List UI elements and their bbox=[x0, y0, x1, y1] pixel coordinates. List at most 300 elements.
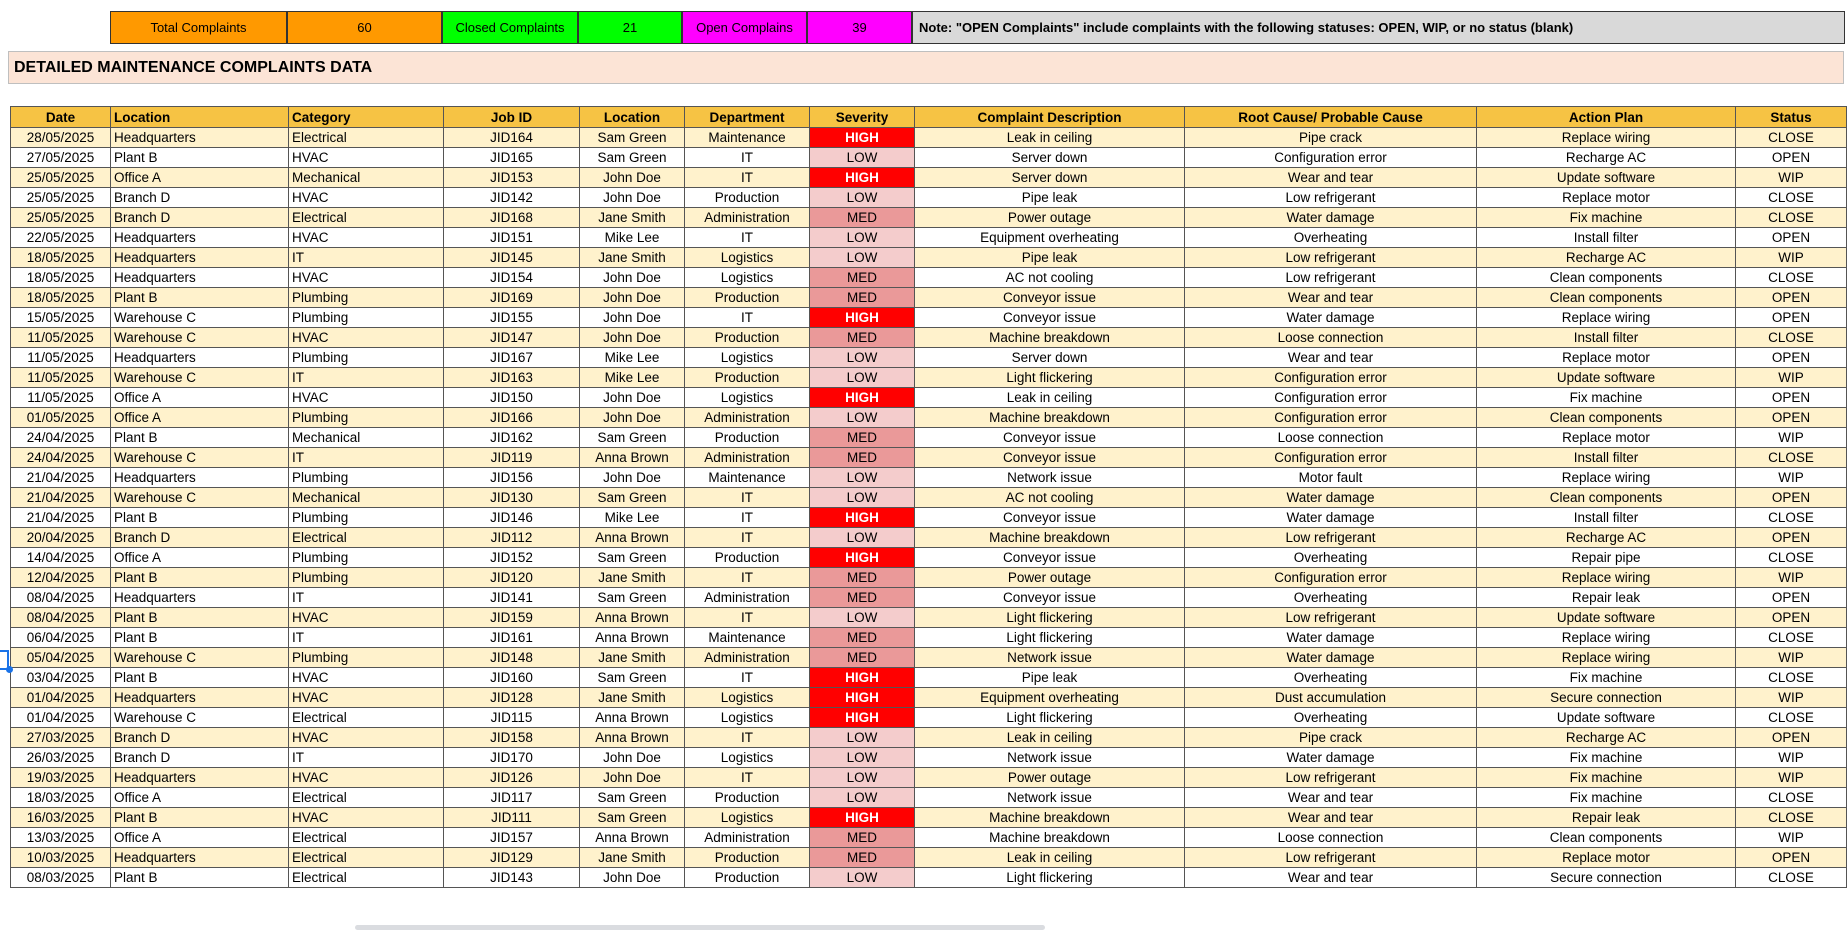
cell-category[interactable]: Mechanical bbox=[289, 428, 444, 448]
cell-severity[interactable]: LOW bbox=[810, 228, 915, 248]
cell-complaint-description[interactable]: Conveyor issue bbox=[915, 308, 1185, 328]
cell-location[interactable]: Plant B bbox=[111, 428, 289, 448]
cell-assignee[interactable]: Jane Smith bbox=[580, 568, 685, 588]
cell-assignee[interactable]: John Doe bbox=[580, 388, 685, 408]
cell-status[interactable]: CLOSE bbox=[1736, 808, 1847, 828]
cell-root-cause[interactable]: Water damage bbox=[1185, 648, 1477, 668]
cell-category[interactable]: IT bbox=[289, 628, 444, 648]
cell-date[interactable]: 03/04/2025 bbox=[11, 668, 111, 688]
cell-job-id[interactable]: JID146 bbox=[444, 508, 580, 528]
cell-assignee[interactable]: John Doe bbox=[580, 748, 685, 768]
cell-category[interactable]: IT bbox=[289, 748, 444, 768]
header-root-cause[interactable]: Root Cause/ Probable Cause bbox=[1185, 107, 1477, 128]
cell-date[interactable]: 25/05/2025 bbox=[11, 208, 111, 228]
cell-severity[interactable]: LOW bbox=[810, 488, 915, 508]
cell-category[interactable]: HVAC bbox=[289, 228, 444, 248]
cell-status[interactable]: CLOSE bbox=[1736, 668, 1847, 688]
cell-complaint-description[interactable]: Network issue bbox=[915, 748, 1185, 768]
cell-action-plan[interactable]: Secure connection bbox=[1477, 868, 1736, 888]
header-job-id[interactable]: Job ID bbox=[444, 107, 580, 128]
header-department[interactable]: Department bbox=[685, 107, 810, 128]
cell-root-cause[interactable]: Low refrigerant bbox=[1185, 268, 1477, 288]
cell-status[interactable]: OPEN bbox=[1736, 348, 1847, 368]
cell-severity[interactable]: LOW bbox=[810, 468, 915, 488]
cell-job-id[interactable]: JID120 bbox=[444, 568, 580, 588]
cell-assignee[interactable]: Anna Brown bbox=[580, 708, 685, 728]
cell-date[interactable]: 01/04/2025 bbox=[11, 708, 111, 728]
cell-date[interactable]: 11/05/2025 bbox=[11, 368, 111, 388]
cell-date[interactable]: 16/03/2025 bbox=[11, 808, 111, 828]
cell-root-cause[interactable]: Configuration error bbox=[1185, 388, 1477, 408]
cell-department[interactable]: IT bbox=[685, 768, 810, 788]
cell-root-cause[interactable]: Motor fault bbox=[1185, 468, 1477, 488]
cell-assignee[interactable]: John Doe bbox=[580, 168, 685, 188]
cell-severity[interactable]: HIGH bbox=[810, 308, 915, 328]
cell-department[interactable]: Administration bbox=[685, 648, 810, 668]
cell-category[interactable]: HVAC bbox=[289, 328, 444, 348]
cell-department[interactable]: Maintenance bbox=[685, 628, 810, 648]
cell-category[interactable]: Plumbing bbox=[289, 288, 444, 308]
cell-complaint-description[interactable]: Leak in ceiling bbox=[915, 848, 1185, 868]
cell-job-id[interactable]: JID152 bbox=[444, 548, 580, 568]
cell-job-id[interactable]: JID165 bbox=[444, 148, 580, 168]
cell-complaint-description[interactable]: Machine breakdown bbox=[915, 808, 1185, 828]
cell-job-id[interactable]: JID129 bbox=[444, 848, 580, 868]
cell-status[interactable]: CLOSE bbox=[1736, 868, 1847, 888]
cell-job-id[interactable]: JID142 bbox=[444, 188, 580, 208]
cell-department[interactable]: Logistics bbox=[685, 708, 810, 728]
cell-status[interactable]: OPEN bbox=[1736, 728, 1847, 748]
cell-severity[interactable]: HIGH bbox=[810, 668, 915, 688]
cell-action-plan[interactable]: Fix machine bbox=[1477, 748, 1736, 768]
cell-severity[interactable]: LOW bbox=[810, 768, 915, 788]
cell-complaint-description[interactable]: Machine breakdown bbox=[915, 328, 1185, 348]
cell-assignee[interactable]: Sam Green bbox=[580, 548, 685, 568]
cell-severity[interactable]: LOW bbox=[810, 148, 915, 168]
horizontal-scrollbar[interactable] bbox=[355, 925, 1045, 930]
cell-severity[interactable]: MED bbox=[810, 648, 915, 668]
cell-category[interactable]: HVAC bbox=[289, 688, 444, 708]
cell-location[interactable]: Office A bbox=[111, 788, 289, 808]
cell-date[interactable]: 24/04/2025 bbox=[11, 448, 111, 468]
cell-severity[interactable]: MED bbox=[810, 428, 915, 448]
cell-location[interactable]: Plant B bbox=[111, 508, 289, 528]
cell-date[interactable]: 08/03/2025 bbox=[11, 868, 111, 888]
cell-severity[interactable]: MED bbox=[810, 828, 915, 848]
cell-date[interactable]: 12/04/2025 bbox=[11, 568, 111, 588]
cell-complaint-description[interactable]: Server down bbox=[915, 148, 1185, 168]
cell-action-plan[interactable]: Fix machine bbox=[1477, 668, 1736, 688]
cell-status[interactable]: CLOSE bbox=[1736, 328, 1847, 348]
cell-root-cause[interactable]: Configuration error bbox=[1185, 568, 1477, 588]
cell-job-id[interactable]: JID163 bbox=[444, 368, 580, 388]
cell-complaint-description[interactable]: Machine breakdown bbox=[915, 528, 1185, 548]
cell-date[interactable]: 11/05/2025 bbox=[11, 388, 111, 408]
cell-root-cause[interactable]: Water damage bbox=[1185, 628, 1477, 648]
cell-action-plan[interactable]: Replace wiring bbox=[1477, 628, 1736, 648]
cell-department[interactable]: Logistics bbox=[685, 348, 810, 368]
cell-department[interactable]: IT bbox=[685, 668, 810, 688]
cell-job-id[interactable]: JID117 bbox=[444, 788, 580, 808]
cell-root-cause[interactable]: Overheating bbox=[1185, 228, 1477, 248]
cell-date[interactable]: 25/05/2025 bbox=[11, 188, 111, 208]
cell-category[interactable]: Plumbing bbox=[289, 468, 444, 488]
cell-assignee[interactable]: John Doe bbox=[580, 188, 685, 208]
cell-severity[interactable]: HIGH bbox=[810, 808, 915, 828]
cell-complaint-description[interactable]: Light flickering bbox=[915, 608, 1185, 628]
cell-location[interactable]: Office A bbox=[111, 408, 289, 428]
cell-category[interactable]: Electrical bbox=[289, 868, 444, 888]
cell-date[interactable]: 20/04/2025 bbox=[11, 528, 111, 548]
cell-department[interactable]: Logistics bbox=[685, 268, 810, 288]
cell-severity[interactable]: LOW bbox=[810, 788, 915, 808]
cell-action-plan[interactable]: Replace wiring bbox=[1477, 468, 1736, 488]
cell-action-plan[interactable]: Recharge AC bbox=[1477, 148, 1736, 168]
cell-category[interactable]: Plumbing bbox=[289, 648, 444, 668]
cell-severity[interactable]: LOW bbox=[810, 868, 915, 888]
cell-department[interactable]: Production bbox=[685, 548, 810, 568]
cell-date[interactable]: 01/04/2025 bbox=[11, 688, 111, 708]
cell-job-id[interactable]: JID112 bbox=[444, 528, 580, 548]
cell-root-cause[interactable]: Wear and tear bbox=[1185, 288, 1477, 308]
cell-category[interactable]: Mechanical bbox=[289, 488, 444, 508]
cell-date[interactable]: 26/03/2025 bbox=[11, 748, 111, 768]
cell-department[interactable]: Logistics bbox=[685, 808, 810, 828]
cell-date[interactable]: 18/05/2025 bbox=[11, 268, 111, 288]
cell-department[interactable]: IT bbox=[685, 568, 810, 588]
cell-status[interactable]: OPEN bbox=[1736, 288, 1847, 308]
cell-date[interactable]: 21/04/2025 bbox=[11, 508, 111, 528]
cell-department[interactable]: Logistics bbox=[685, 748, 810, 768]
cell-assignee[interactable]: Anna Brown bbox=[580, 628, 685, 648]
cell-severity[interactable]: MED bbox=[810, 448, 915, 468]
cell-assignee[interactable]: John Doe bbox=[580, 868, 685, 888]
cell-department[interactable]: IT bbox=[685, 728, 810, 748]
cell-root-cause[interactable]: Low refrigerant bbox=[1185, 848, 1477, 868]
cell-action-plan[interactable]: Clean components bbox=[1477, 408, 1736, 428]
cell-status[interactable]: CLOSE bbox=[1736, 448, 1847, 468]
cell-date[interactable]: 11/05/2025 bbox=[11, 328, 111, 348]
cell-severity[interactable]: LOW bbox=[810, 348, 915, 368]
cell-action-plan[interactable]: Update software bbox=[1477, 608, 1736, 628]
cell-assignee[interactable]: Jane Smith bbox=[580, 848, 685, 868]
cell-action-plan[interactable]: Install filter bbox=[1477, 448, 1736, 468]
cell-department[interactable]: Production bbox=[685, 788, 810, 808]
total-complaints-label[interactable]: Total Complaints bbox=[110, 11, 287, 44]
cell-root-cause[interactable]: Water damage bbox=[1185, 488, 1477, 508]
cell-status[interactable]: OPEN bbox=[1736, 608, 1847, 628]
cell-status[interactable]: CLOSE bbox=[1736, 708, 1847, 728]
cell-department[interactable]: IT bbox=[685, 508, 810, 528]
cell-category[interactable]: Plumbing bbox=[289, 348, 444, 368]
header-action-plan[interactable]: Action Plan bbox=[1477, 107, 1736, 128]
cell-complaint-description[interactable]: Network issue bbox=[915, 788, 1185, 808]
header-category[interactable]: Category bbox=[289, 107, 444, 128]
cell-action-plan[interactable]: Recharge AC bbox=[1477, 728, 1736, 748]
cell-department[interactable]: IT bbox=[685, 528, 810, 548]
cell-date[interactable]: 15/05/2025 bbox=[11, 308, 111, 328]
closed-complaints-value[interactable]: 21 bbox=[578, 11, 682, 44]
cell-category[interactable]: HVAC bbox=[289, 188, 444, 208]
cell-date[interactable]: 22/05/2025 bbox=[11, 228, 111, 248]
cell-location[interactable]: Headquarters bbox=[111, 268, 289, 288]
cell-assignee[interactable]: Jane Smith bbox=[580, 688, 685, 708]
cell-assignee[interactable]: Anna Brown bbox=[580, 528, 685, 548]
cell-severity[interactable]: MED bbox=[810, 208, 915, 228]
cell-root-cause[interactable]: Loose connection bbox=[1185, 428, 1477, 448]
cell-severity[interactable]: HIGH bbox=[810, 708, 915, 728]
cell-category[interactable]: Plumbing bbox=[289, 548, 444, 568]
cell-root-cause[interactable]: Configuration error bbox=[1185, 368, 1477, 388]
cell-root-cause[interactable]: Loose connection bbox=[1185, 828, 1477, 848]
cell-assignee[interactable]: John Doe bbox=[580, 408, 685, 428]
cell-severity[interactable]: HIGH bbox=[810, 548, 915, 568]
cell-department[interactable]: IT bbox=[685, 488, 810, 508]
cell-job-id[interactable]: JID159 bbox=[444, 608, 580, 628]
cell-complaint-description[interactable]: Leak in ceiling bbox=[915, 128, 1185, 148]
cell-department[interactable]: Maintenance bbox=[685, 468, 810, 488]
cell-complaint-description[interactable]: Light flickering bbox=[915, 628, 1185, 648]
cell-complaint-description[interactable]: Equipment overheating bbox=[915, 228, 1185, 248]
cell-action-plan[interactable]: Replace wiring bbox=[1477, 128, 1736, 148]
cell-complaint-description[interactable]: Power outage bbox=[915, 568, 1185, 588]
cell-location[interactable]: Office A bbox=[111, 548, 289, 568]
cell-assignee[interactable]: Anna Brown bbox=[580, 828, 685, 848]
cell-action-plan[interactable]: Install filter bbox=[1477, 228, 1736, 248]
cell-location[interactable]: Headquarters bbox=[111, 248, 289, 268]
cell-root-cause[interactable]: Pipe crack bbox=[1185, 728, 1477, 748]
cell-department[interactable]: Administration bbox=[685, 588, 810, 608]
cell-assignee[interactable]: John Doe bbox=[580, 308, 685, 328]
cell-severity[interactable]: LOW bbox=[810, 748, 915, 768]
cell-severity[interactable]: HIGH bbox=[810, 168, 915, 188]
cell-department[interactable]: Logistics bbox=[685, 688, 810, 708]
cell-action-plan[interactable]: Replace motor bbox=[1477, 188, 1736, 208]
cell-assignee[interactable]: Sam Green bbox=[580, 428, 685, 448]
cell-action-plan[interactable]: Secure connection bbox=[1477, 688, 1736, 708]
cell-severity[interactable]: LOW bbox=[810, 188, 915, 208]
cell-root-cause[interactable]: Pipe crack bbox=[1185, 128, 1477, 148]
cell-complaint-description[interactable]: Leak in ceiling bbox=[915, 728, 1185, 748]
cell-status[interactable]: CLOSE bbox=[1736, 628, 1847, 648]
cell-root-cause[interactable]: Low refrigerant bbox=[1185, 188, 1477, 208]
cell-severity[interactable]: LOW bbox=[810, 248, 915, 268]
cell-date[interactable]: 01/05/2025 bbox=[11, 408, 111, 428]
selection-handle[interactable] bbox=[6, 666, 13, 673]
cell-complaint-description[interactable]: Machine breakdown bbox=[915, 828, 1185, 848]
cell-root-cause[interactable]: Overheating bbox=[1185, 708, 1477, 728]
cell-location[interactable]: Plant B bbox=[111, 568, 289, 588]
cell-date[interactable]: 28/05/2025 bbox=[11, 128, 111, 148]
cell-department[interactable]: IT bbox=[685, 168, 810, 188]
cell-complaint-description[interactable]: Server down bbox=[915, 168, 1185, 188]
cell-job-id[interactable]: JID148 bbox=[444, 648, 580, 668]
cell-job-id[interactable]: JID167 bbox=[444, 348, 580, 368]
cell-location[interactable]: Branch D bbox=[111, 728, 289, 748]
cell-category[interactable]: Electrical bbox=[289, 848, 444, 868]
cell-root-cause[interactable]: Wear and tear bbox=[1185, 348, 1477, 368]
cell-category[interactable]: HVAC bbox=[289, 808, 444, 828]
cell-status[interactable]: CLOSE bbox=[1736, 128, 1847, 148]
cell-department[interactable]: Production bbox=[685, 428, 810, 448]
cell-severity[interactable]: MED bbox=[810, 848, 915, 868]
header-complaint-description[interactable]: Complaint Description bbox=[915, 107, 1185, 128]
cell-assignee[interactable]: Mike Lee bbox=[580, 228, 685, 248]
cell-location[interactable]: Headquarters bbox=[111, 468, 289, 488]
cell-status[interactable]: CLOSE bbox=[1736, 788, 1847, 808]
cell-action-plan[interactable]: Clean components bbox=[1477, 488, 1736, 508]
cell-department[interactable]: Production bbox=[685, 188, 810, 208]
header-date[interactable]: Date bbox=[11, 107, 111, 128]
cell-action-plan[interactable]: Update software bbox=[1477, 368, 1736, 388]
cell-action-plan[interactable]: Recharge AC bbox=[1477, 528, 1736, 548]
cell-department[interactable]: IT bbox=[685, 308, 810, 328]
cell-category[interactable]: Plumbing bbox=[289, 508, 444, 528]
cell-location[interactable]: Headquarters bbox=[111, 128, 289, 148]
cell-date[interactable]: 11/05/2025 bbox=[11, 348, 111, 368]
cell-assignee[interactable]: Sam Green bbox=[580, 588, 685, 608]
cell-status[interactable]: OPEN bbox=[1736, 228, 1847, 248]
cell-job-id[interactable]: JID160 bbox=[444, 668, 580, 688]
cell-severity[interactable]: HIGH bbox=[810, 388, 915, 408]
cell-job-id[interactable]: JID168 bbox=[444, 208, 580, 228]
cell-date[interactable]: 19/03/2025 bbox=[11, 768, 111, 788]
cell-action-plan[interactable]: Install filter bbox=[1477, 508, 1736, 528]
cell-category[interactable]: HVAC bbox=[289, 388, 444, 408]
cell-status[interactable]: OPEN bbox=[1736, 848, 1847, 868]
cell-department[interactable]: Administration bbox=[685, 448, 810, 468]
cell-status[interactable]: WIP bbox=[1736, 768, 1847, 788]
cell-category[interactable]: HVAC bbox=[289, 668, 444, 688]
cell-action-plan[interactable]: Recharge AC bbox=[1477, 248, 1736, 268]
cell-category[interactable]: Electrical bbox=[289, 788, 444, 808]
cell-job-id[interactable]: JID143 bbox=[444, 868, 580, 888]
cell-complaint-description[interactable]: Light flickering bbox=[915, 368, 1185, 388]
cell-location[interactable]: Warehouse C bbox=[111, 368, 289, 388]
cell-location[interactable]: Office A bbox=[111, 388, 289, 408]
cell-date[interactable]: 27/05/2025 bbox=[11, 148, 111, 168]
cell-location[interactable]: Office A bbox=[111, 168, 289, 188]
cell-complaint-description[interactable]: Equipment overheating bbox=[915, 688, 1185, 708]
cell-assignee[interactable]: Mike Lee bbox=[580, 348, 685, 368]
cell-severity[interactable]: LOW bbox=[810, 608, 915, 628]
cell-action-plan[interactable]: Fix machine bbox=[1477, 788, 1736, 808]
cell-severity[interactable]: MED bbox=[810, 328, 915, 348]
cell-location[interactable]: Plant B bbox=[111, 148, 289, 168]
cell-category[interactable]: IT bbox=[289, 588, 444, 608]
open-complaints-note[interactable]: Note: "OPEN Complaints" include complaints with the following statuses: OPEN, WIP, or no status (blank) bbox=[912, 11, 1845, 44]
cell-root-cause[interactable]: Wear and tear bbox=[1185, 868, 1477, 888]
cell-category[interactable]: Mechanical bbox=[289, 168, 444, 188]
cell-assignee[interactable]: Anna Brown bbox=[580, 728, 685, 748]
cell-root-cause[interactable]: Low refrigerant bbox=[1185, 528, 1477, 548]
cell-date[interactable]: 08/04/2025 bbox=[11, 588, 111, 608]
cell-complaint-description[interactable]: Network issue bbox=[915, 648, 1185, 668]
cell-root-cause[interactable]: Water damage bbox=[1185, 208, 1477, 228]
cell-location[interactable]: Branch D bbox=[111, 528, 289, 548]
cell-date[interactable]: 21/04/2025 bbox=[11, 488, 111, 508]
cell-root-cause[interactable]: Configuration error bbox=[1185, 408, 1477, 428]
cell-action-plan[interactable]: Replace wiring bbox=[1477, 648, 1736, 668]
cell-job-id[interactable]: JID111 bbox=[444, 808, 580, 828]
cell-job-id[interactable]: JID141 bbox=[444, 588, 580, 608]
cell-assignee[interactable]: Mike Lee bbox=[580, 508, 685, 528]
cell-status[interactable]: CLOSE bbox=[1736, 268, 1847, 288]
cell-severity[interactable]: HIGH bbox=[810, 508, 915, 528]
open-complaints-value[interactable]: 39 bbox=[807, 11, 912, 44]
cell-severity[interactable]: MED bbox=[810, 288, 915, 308]
cell-category[interactable]: Electrical bbox=[289, 208, 444, 228]
cell-job-id[interactable]: JID156 bbox=[444, 468, 580, 488]
cell-department[interactable]: Maintenance bbox=[685, 128, 810, 148]
cell-root-cause[interactable]: Loose connection bbox=[1185, 328, 1477, 348]
cell-severity[interactable]: HIGH bbox=[810, 128, 915, 148]
cell-assignee[interactable]: John Doe bbox=[580, 328, 685, 348]
cell-job-id[interactable]: JID157 bbox=[444, 828, 580, 848]
cell-complaint-description[interactable]: Light flickering bbox=[915, 708, 1185, 728]
cell-complaint-description[interactable]: Conveyor issue bbox=[915, 508, 1185, 528]
cell-status[interactable]: OPEN bbox=[1736, 148, 1847, 168]
cell-location[interactable]: Headquarters bbox=[111, 848, 289, 868]
cell-assignee[interactable]: John Doe bbox=[580, 768, 685, 788]
cell-action-plan[interactable]: Replace wiring bbox=[1477, 568, 1736, 588]
cell-category[interactable]: HVAC bbox=[289, 608, 444, 628]
cell-status[interactable]: WIP bbox=[1736, 688, 1847, 708]
cell-complaint-description[interactable]: Light flickering bbox=[915, 868, 1185, 888]
cell-complaint-description[interactable]: Leak in ceiling bbox=[915, 388, 1185, 408]
cell-status[interactable]: OPEN bbox=[1736, 408, 1847, 428]
cell-root-cause[interactable]: Low refrigerant bbox=[1185, 608, 1477, 628]
cell-category[interactable]: Plumbing bbox=[289, 568, 444, 588]
cell-department[interactable]: Production bbox=[685, 368, 810, 388]
cell-assignee[interactable]: Jane Smith bbox=[580, 208, 685, 228]
cell-job-id[interactable]: JID161 bbox=[444, 628, 580, 648]
cell-location[interactable]: Branch D bbox=[111, 188, 289, 208]
cell-assignee[interactable]: Sam Green bbox=[580, 808, 685, 828]
cell-root-cause[interactable]: Water damage bbox=[1185, 308, 1477, 328]
closed-complaints-label[interactable]: Closed Complaints bbox=[442, 11, 578, 44]
cell-location[interactable]: Plant B bbox=[111, 808, 289, 828]
cell-action-plan[interactable]: Fix machine bbox=[1477, 388, 1736, 408]
cell-location[interactable]: Office A bbox=[111, 828, 289, 848]
cell-root-cause[interactable]: Configuration error bbox=[1185, 448, 1477, 468]
cell-complaint-description[interactable]: AC not cooling bbox=[915, 268, 1185, 288]
cell-status[interactable]: CLOSE bbox=[1736, 208, 1847, 228]
cell-action-plan[interactable]: Replace motor bbox=[1477, 848, 1736, 868]
cell-job-id[interactable]: JID169 bbox=[444, 288, 580, 308]
cell-date[interactable]: 25/05/2025 bbox=[11, 168, 111, 188]
cell-category[interactable]: HVAC bbox=[289, 148, 444, 168]
cell-date[interactable]: 13/03/2025 bbox=[11, 828, 111, 848]
cell-action-plan[interactable]: Repair leak bbox=[1477, 588, 1736, 608]
cell-action-plan[interactable]: Update software bbox=[1477, 708, 1736, 728]
cell-assignee[interactable]: John Doe bbox=[580, 268, 685, 288]
cell-status[interactable]: WIP bbox=[1736, 828, 1847, 848]
cell-date[interactable]: 10/03/2025 bbox=[11, 848, 111, 868]
cell-category[interactable]: HVAC bbox=[289, 268, 444, 288]
cell-status[interactable]: CLOSE bbox=[1736, 188, 1847, 208]
cell-job-id[interactable]: JID164 bbox=[444, 128, 580, 148]
cell-category[interactable]: Plumbing bbox=[289, 308, 444, 328]
cell-location[interactable]: Branch D bbox=[111, 748, 289, 768]
cell-status[interactable]: CLOSE bbox=[1736, 548, 1847, 568]
cell-job-id[interactable]: JID147 bbox=[444, 328, 580, 348]
cell-location[interactable]: Plant B bbox=[111, 288, 289, 308]
cell-job-id[interactable]: JID150 bbox=[444, 388, 580, 408]
cell-status[interactable]: WIP bbox=[1736, 648, 1847, 668]
cell-category[interactable]: IT bbox=[289, 448, 444, 468]
cell-status[interactable]: OPEN bbox=[1736, 488, 1847, 508]
